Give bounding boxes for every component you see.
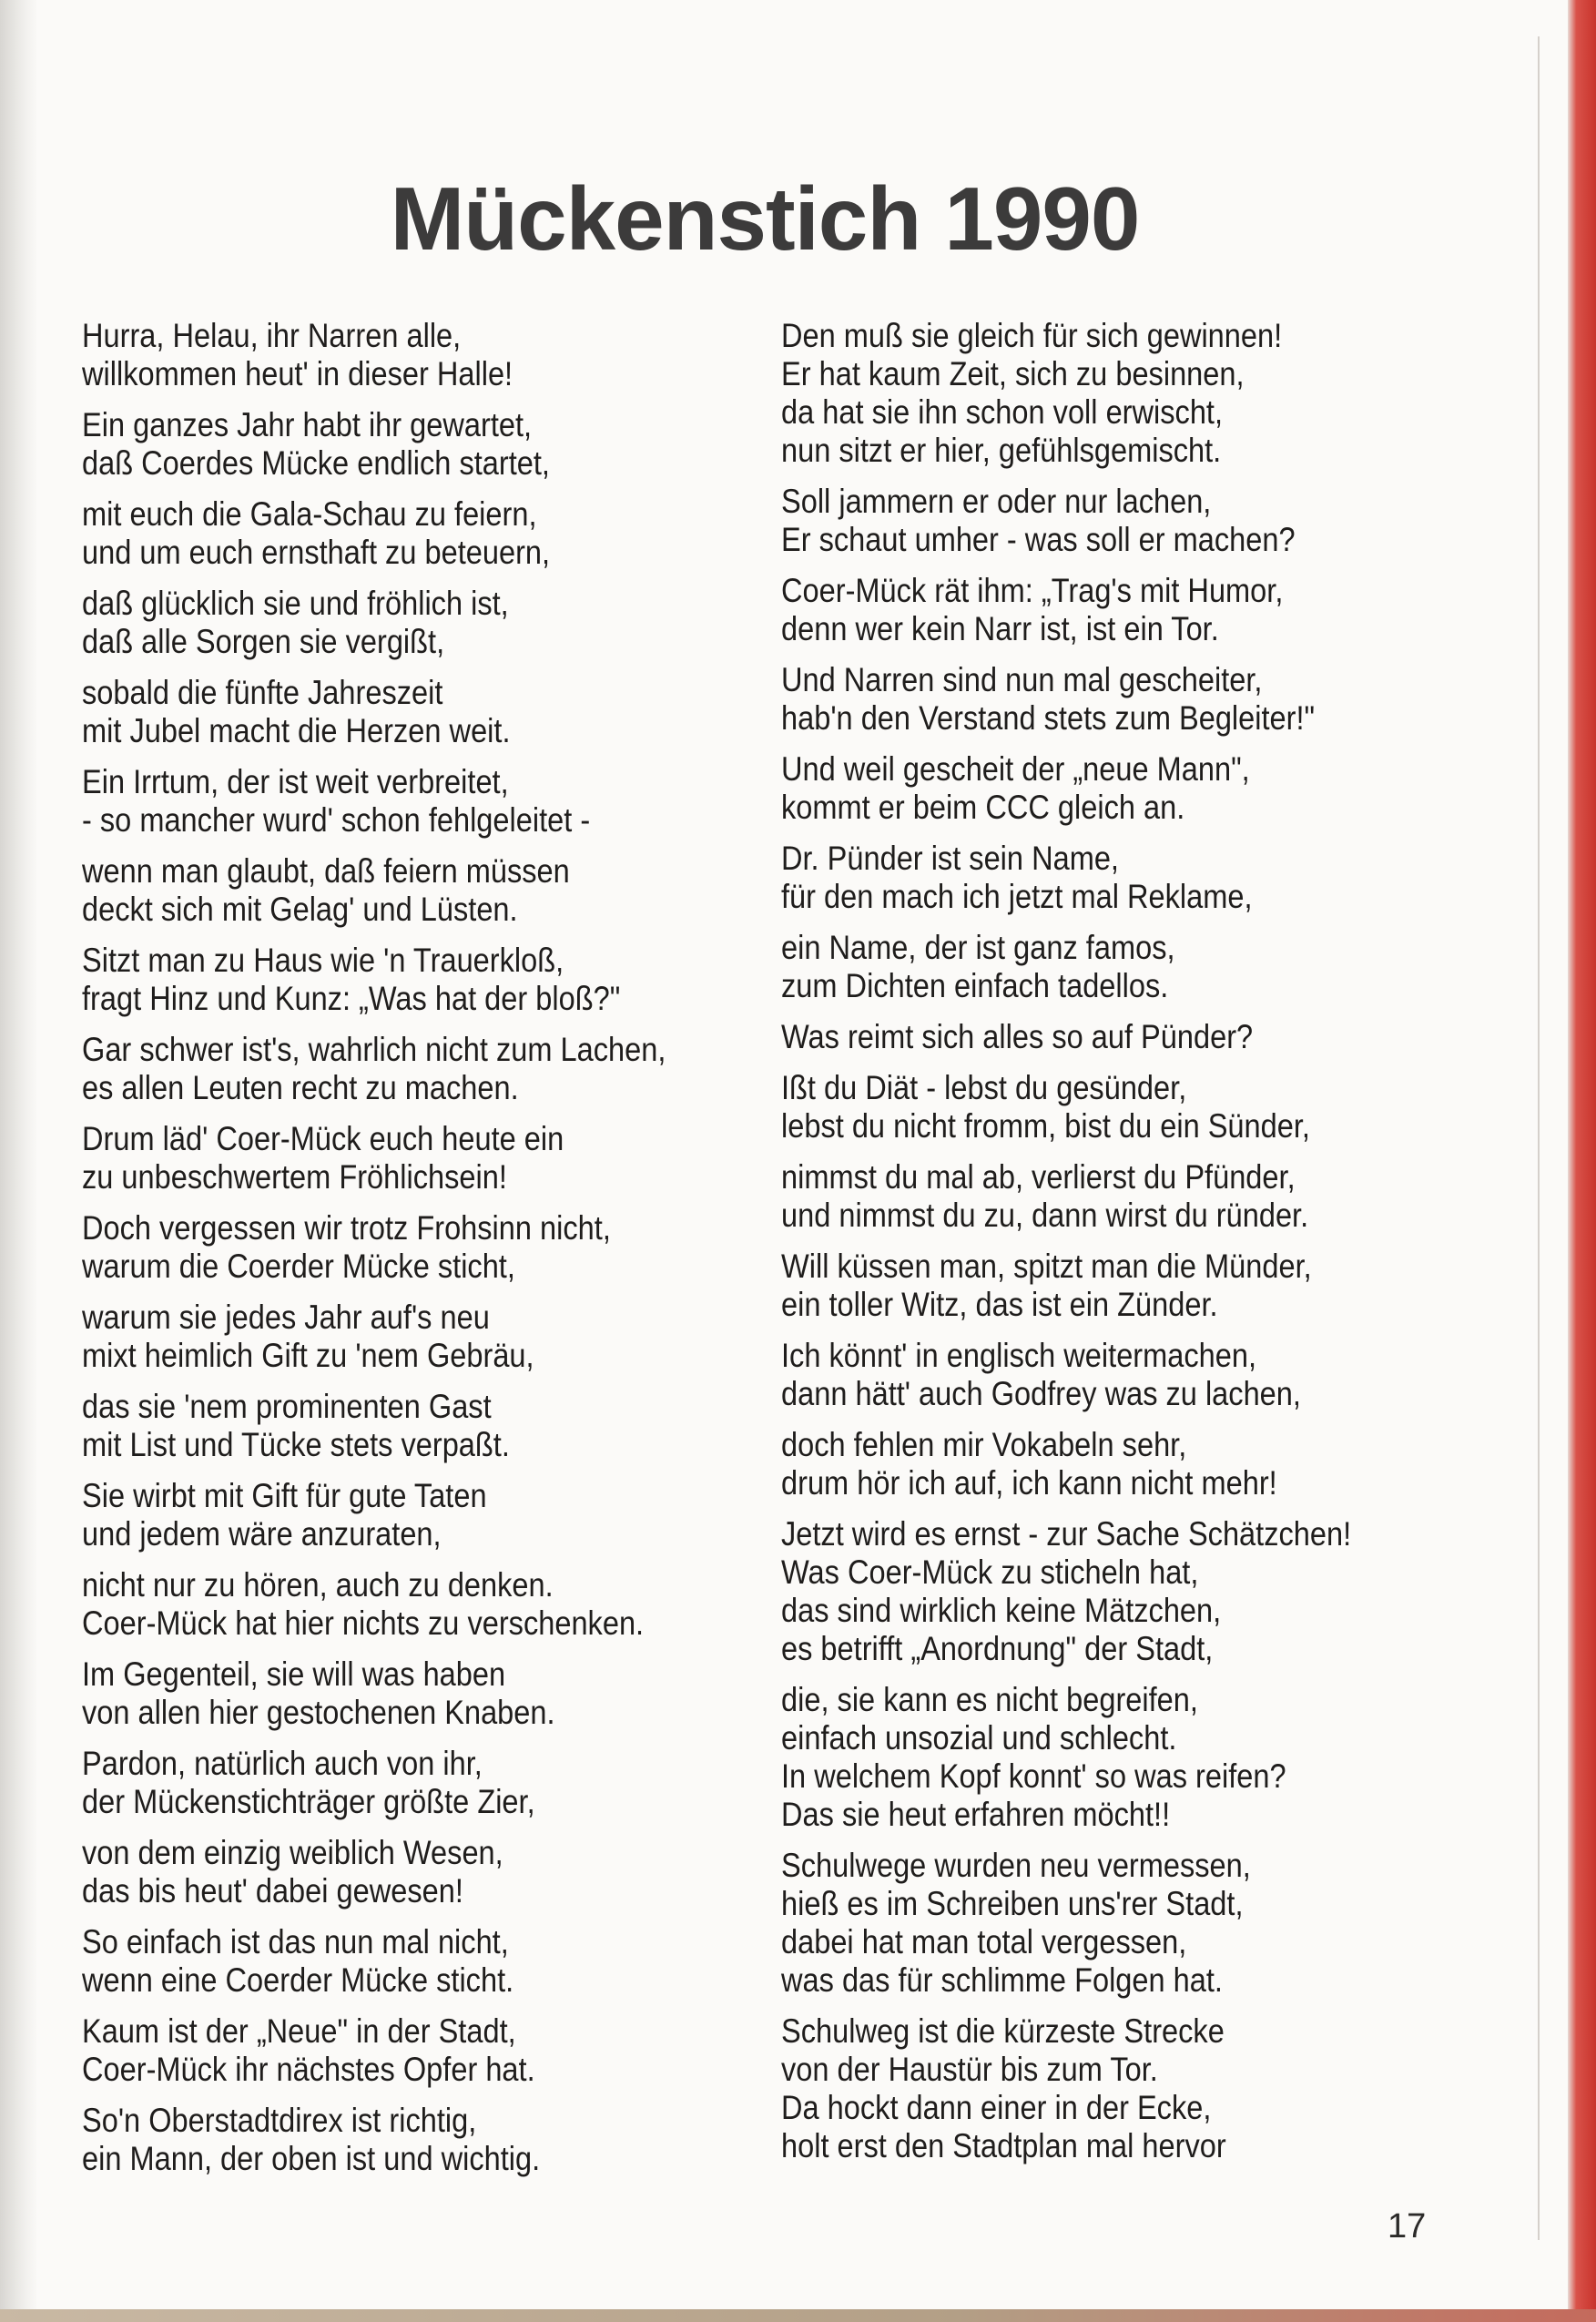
stanza: [781, 2012, 1390, 2165]
verse-line: Im Gegenteil, sie will was haben: [82, 1655, 506, 1693]
verse-line: Soll jammern er oder nur lachen,: [781, 483, 1212, 520]
verse-line: daß glücklich sie und fröhlich ist,: [82, 585, 509, 622]
verse-line: Ein Irrtum, der ist weit verbreitet,: [82, 763, 509, 800]
verse-line: ein Mann, der oben ist und wichtig.: [82, 2140, 541, 2177]
verse-line: was das für schlimme Folgen hat.: [781, 1961, 1223, 1999]
stanza: [82, 1834, 691, 1910]
verse-line: mit Jubel macht die Herzen weit.: [82, 712, 511, 749]
stanza: [82, 1388, 691, 1464]
verse-line: drum hör ich auf, ich kann nicht mehr!: [781, 1464, 1277, 1502]
verse-line: denn wer kein Narr ist, ist ein Tor.: [781, 610, 1219, 647]
stanza: [82, 763, 691, 840]
verse-line: So'n Oberstadtdirex ist richtig,: [82, 2102, 477, 2139]
verse-line: zu unbeschwertem Fröhlichsein!: [82, 1158, 507, 1196]
verse-line: Was Coer-Mück zu sticheln hat,: [781, 1553, 1199, 1591]
verse-line: hab'n den Verstand stets zum Begleiter!": [781, 699, 1316, 737]
verse-line: warum sie jedes Jahr auf's neu: [82, 1298, 490, 1336]
poem-column-right: [781, 317, 1473, 2178]
red-page-edge: [1568, 0, 1596, 2322]
verse-line: Coer-Mück ihr nächstes Opfer hat.: [82, 2051, 535, 2088]
verse-line: das sind wirklich keine Mätzchen,: [781, 1592, 1222, 1629]
verse-line: Ein ganzes Jahr habt ihr gewartet,: [82, 406, 533, 443]
verse-line: warum die Coerder Mücke sticht,: [82, 1248, 515, 1285]
stanza: [781, 1158, 1390, 1235]
stanza: [82, 1031, 691, 1107]
verse-line: Coer-Mück hat hier nichts zu verschenken.: [82, 1604, 645, 1642]
verse-line: Will küssen man, spitzt man die Münder,: [781, 1248, 1312, 1285]
verse-line: doch fehlen mir Vokabeln sehr,: [781, 1426, 1187, 1463]
verse-line: kommt er beim CCC gleich an.: [781, 789, 1185, 826]
verse-line: ein toller Witz, das ist ein Zünder.: [781, 1286, 1218, 1323]
verse-line: Dr. Pünder ist sein Name,: [781, 840, 1119, 877]
verse-line: Und weil gescheit der „neue Mann",: [781, 750, 1250, 788]
verse-line: Den muß sie gleich für sich gewinnen!: [781, 317, 1283, 354]
stanza: [781, 1426, 1390, 1502]
verse-line: Er schaut umher - was soll er machen?: [781, 521, 1296, 558]
page-title: Mückenstich 1990: [390, 168, 1140, 269]
verse-line: von der Haustür bis zum Tor.: [781, 2051, 1158, 2088]
verse-line: wenn eine Coerder Mücke sticht.: [82, 1961, 514, 1999]
stanza: [82, 317, 691, 393]
verse-line: von allen hier gestochenen Knaben.: [82, 1694, 555, 1731]
verse-line: Er hat kaum Zeit, sich zu besinnen,: [781, 355, 1245, 392]
stanza: [781, 1337, 1390, 1413]
verse-line: Und Narren sind nun mal gescheiter,: [781, 661, 1263, 698]
verse-line: Drum läd' Coer-Mück euch heute ein: [82, 1120, 564, 1157]
verse-line: Schulweg ist die kürzeste Strecke: [781, 2012, 1225, 2050]
verse-line: nimmst du mal ab, verlierst du Pfünder,: [781, 1158, 1296, 1196]
stanza: [781, 317, 1390, 470]
stanza: [82, 1298, 691, 1375]
stanza: [82, 674, 691, 750]
stanza: [82, 1566, 691, 1643]
verse-line: Da hockt dann einer in der Ecke,: [781, 2089, 1212, 2126]
verse-line: die, sie kann es nicht begreifen,: [781, 1681, 1198, 1718]
verse-line: da hat sie ihn schon voll erwischt,: [781, 393, 1224, 431]
stanza: [781, 1515, 1390, 1668]
stanza: [781, 750, 1390, 827]
verse-line: lebst du nicht fromm, bist du ein Sünder,: [781, 1107, 1310, 1145]
verse-line: Gar schwer ist's, wahrlich nicht zum Lachen,: [82, 1031, 666, 1068]
verse-line: nun sitzt er hier, gefühlsgemischt.: [781, 432, 1222, 469]
verse-line: dabei hat man total vergessen,: [781, 1923, 1187, 1960]
page-number: 17: [1388, 2207, 1427, 2246]
verse-line: fragt Hinz und Kunz: „Was hat der bloß?": [82, 980, 621, 1017]
verse-line: es betrifft „Anordnung" der Stadt,: [781, 1630, 1214, 1667]
verse-line: es allen Leuten recht zu machen.: [82, 1069, 519, 1106]
stanza: [781, 929, 1390, 1005]
stanza: [781, 1069, 1390, 1146]
verse-line: Sitzt man zu Haus wie 'n Trauerkloß,: [82, 942, 564, 979]
verse-line: mit List und Tücke stets verpaßt.: [82, 1426, 510, 1463]
verse-line: Kaum ist der „Neue" in der Stadt,: [82, 2012, 516, 2050]
stanza: [82, 1655, 691, 1732]
stanza: [781, 1681, 1390, 1834]
stanza: [82, 852, 691, 929]
stanza: [781, 661, 1390, 738]
verse-line: für den mach ich jetzt mal Reklame,: [781, 878, 1253, 915]
verse-line: mit euch die Gala-Schau zu feiern,: [82, 495, 537, 533]
verse-line: einfach unsozial und schlecht.: [781, 1719, 1177, 1757]
verse-line: nicht nur zu hören, auch zu denken.: [82, 1566, 554, 1604]
poem-column-left: [82, 317, 774, 2191]
stanza: [781, 1847, 1390, 2000]
verse-line: Pardon, natürlich auch von ihr,: [82, 1745, 483, 1782]
stanza: [82, 2012, 691, 2089]
verse-line: der Mückenstichträger größte Zier,: [82, 1783, 535, 1820]
verse-line: daß Coerdes Mücke endlich startet,: [82, 444, 550, 482]
stanza: [82, 406, 691, 483]
verse-line: Hurra, Helau, ihr Narren alle,: [82, 317, 462, 354]
stanza: [82, 1209, 691, 1286]
stanza: [82, 1477, 691, 1553]
verse-line: Was reimt sich alles so auf Pünder?: [781, 1018, 1254, 1055]
verse-line: Ich könnt' in englisch weitermachen,: [781, 1337, 1257, 1374]
verse-line: Schulwege wurden neu vermessen,: [781, 1847, 1251, 1884]
verse-line: Jetzt wird es ernst - zur Sache Schätzchen!: [781, 1515, 1352, 1553]
stanza: [82, 1923, 691, 2000]
verse-line: wenn man glaubt, daß feiern müssen: [82, 852, 570, 890]
verse-line: So einfach ist das nun mal nicht,: [82, 1923, 509, 1960]
verse-line: Doch vergessen wir trotz Frohsinn nicht,: [82, 1209, 611, 1247]
verse-line: ein Name, der ist ganz famos,: [781, 929, 1175, 966]
verse-line: Sie wirbt mit Gift für gute Taten: [82, 1477, 487, 1514]
verse-line: das sie 'nem prominenten Gast: [82, 1388, 492, 1425]
verse-line: und jedem wäre anzuraten,: [82, 1515, 442, 1553]
verse-line: holt erst den Stadtplan mal hervor: [781, 2127, 1226, 2164]
stanza: [82, 495, 691, 572]
verse-line: von dem einzig weiblich Wesen,: [82, 1834, 503, 1871]
stanza: [781, 840, 1390, 916]
stanza: [781, 1018, 1390, 1056]
page-edge-line: [1538, 36, 1540, 2240]
binding-shadow: [0, 0, 38, 2322]
verse-line: - so mancher wurd' schon fehlgeleitet -: [82, 801, 591, 839]
verse-line: deckt sich mit Gelag' und Lüsten.: [82, 891, 518, 928]
verse-line: sobald die fünfte Jahreszeit: [82, 674, 443, 711]
verse-line: und nimmst du zu, dann wirst du ründer.: [781, 1197, 1309, 1234]
verse-line: hieß es im Schreiben uns'rer Stadt,: [781, 1885, 1244, 1922]
verse-line: und um euch ernsthaft zu beteuern,: [82, 534, 551, 571]
stanza: [82, 1120, 691, 1197]
verse-line: mixt heimlich Gift zu 'nem Gebräu,: [82, 1337, 534, 1374]
stanza: [781, 483, 1390, 559]
verse-line: Ißt du Diät - lebst du gesünder,: [781, 1069, 1187, 1106]
stanza: [82, 942, 691, 1018]
verse-line: das bis heut' dabei gewesen!: [82, 1872, 463, 1910]
verse-line: In welchem Kopf konnt' so was reifen?: [781, 1757, 1286, 1795]
stanza: [82, 2102, 691, 2178]
verse-line: Das sie heut erfahren möcht!!: [781, 1796, 1171, 1833]
verse-line: dann hätt' auch Godfrey was zu lachen,: [781, 1375, 1301, 1412]
verse-line: willkommen heut' in dieser Halle!: [82, 355, 513, 392]
verse-line: daß alle Sorgen sie vergißt,: [82, 623, 445, 660]
verse-line: zum Dichten einfach tadellos.: [781, 967, 1169, 1004]
verse-line: Coer-Mück rät ihm: „Trag's mit Humor,: [781, 572, 1284, 609]
stanza: [781, 1248, 1390, 1324]
stanza: [82, 585, 691, 661]
bottom-edge-band: [0, 2309, 1596, 2322]
stanza: [82, 1745, 691, 1821]
stanza: [781, 572, 1390, 648]
